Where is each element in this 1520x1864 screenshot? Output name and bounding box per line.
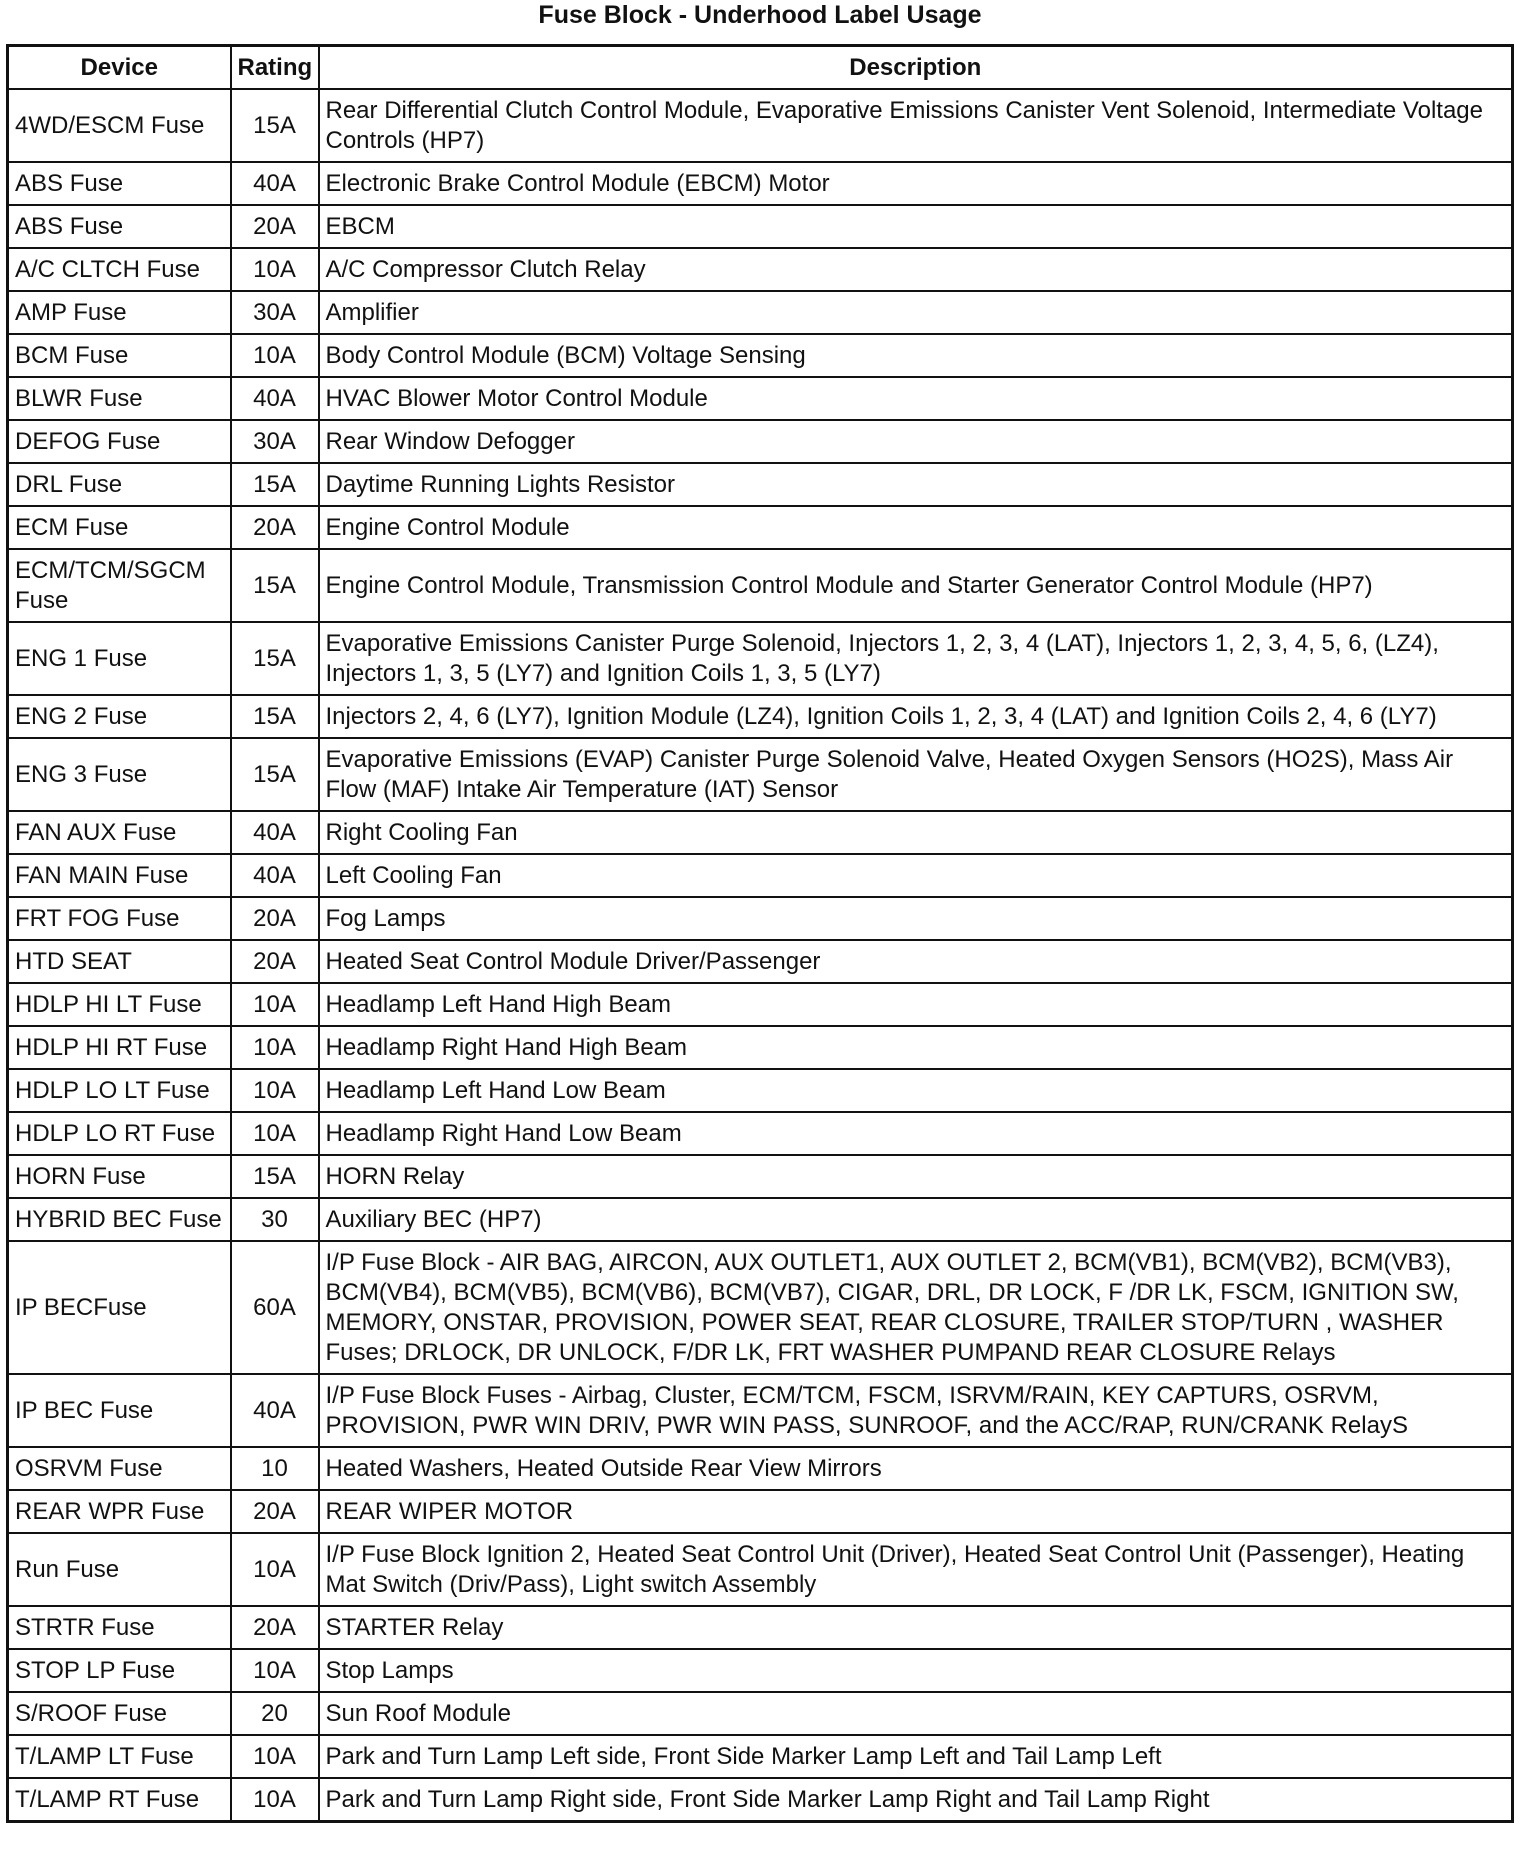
table-row [8,1069,1513,1112]
description-cell: Fog Lamps [319,897,1513,940]
device-cell: ECM Fuse [8,506,231,549]
rating-cell: 10A [231,1778,319,1822]
table-row [8,1241,1513,1374]
rating-cell: 15A [231,695,319,738]
description-cell: STARTER Relay [319,1606,1513,1649]
device-cell: ENG 2 Fuse [8,695,231,738]
rating-cell: 10A [231,1649,319,1692]
rating-cell: 15A [231,622,319,695]
rating-cell: 10A [231,1112,319,1155]
description-cell: Stop Lamps [319,1649,1513,1692]
description-cell: I/P Fuse Block Fuses - Airbag, Cluster, ECM/TCM, FSCM, ISRVM/RAIN, KEY CAPTURS, OSRVM, PROVISION, PWR WIN DRIV, PWR WIN PASS, SUNROOF, and the ACC/RAP, RUN/CRANK RelayS [319,1374,1513,1447]
table-row [8,1490,1513,1533]
device-cell: A/C CLTCH Fuse [8,248,231,291]
description-cell: Engine Control Module [319,506,1513,549]
description-cell: I/P Fuse Block - AIR BAG, AIRCON, AUX OUTLET1, AUX OUTLET 2, BCM(VB1), BCM(VB2), BCM(VB3), BCM(VB4), BCM(VB5), BCM(VB6), BCM(VB7), CIGAR, DRL, DR LOCK, F /DR LK, FSCM, IGNITION SW, MEMORY, ONSTAR, PROVISION, POWER SEAT, REAR CLOSURE, TRAILER STOP/TURN , WASHER Fuses; DRLOCK, DR UNLOCK, F/DR LK, FRT WASHER PUMPAND REAR CLOSURE Relays [319,1241,1513,1374]
device-cell: T/LAMP RT Fuse [8,1778,231,1822]
table-row [8,1606,1513,1649]
table-row [8,1112,1513,1155]
rating-cell: 40A [231,811,319,854]
table-row [8,334,1513,377]
table-row [8,420,1513,463]
table-row [8,811,1513,854]
description-cell: I/P Fuse Block Ignition 2, Heated Seat Control Unit (Driver), Heated Seat Control Unit (Passenger), Heating Mat Switch (Driv/Pass), Light switch Assembly [319,1533,1513,1606]
description-cell: HVAC Blower Motor Control Module [319,377,1513,420]
device-cell: STOP LP Fuse [8,1649,231,1692]
table-row [8,983,1513,1026]
device-cell: FRT FOG Fuse [8,897,231,940]
description-cell: Body Control Module (BCM) Voltage Sensing [319,334,1513,377]
rating-cell: 15A [231,463,319,506]
table-row [8,1735,1513,1778]
device-cell: REAR WPR Fuse [8,1490,231,1533]
rating-cell: 15A [231,1155,319,1198]
description-cell: Electronic Brake Control Module (EBCM) Motor [319,162,1513,205]
table-row [8,162,1513,205]
column-header-device: Device [8,46,231,90]
page-title: Fuse Block - Underhood Label Usage [538,1,982,29]
table-row [8,1155,1513,1198]
rating-cell: 30 [231,1198,319,1241]
device-cell: HDLP LO LT Fuse [8,1069,231,1112]
device-cell: HDLP HI LT Fuse [8,983,231,1026]
column-header-rating: Rating [231,46,319,90]
rating-cell: 40A [231,1374,319,1447]
table-row [8,549,1513,622]
device-cell: HDLP LO RT Fuse [8,1112,231,1155]
device-cell: HDLP HI RT Fuse [8,1026,231,1069]
fuse-table [6,44,1514,1823]
device-cell: HYBRID BEC Fuse [8,1198,231,1241]
rating-cell: 10A [231,248,319,291]
rating-cell: 20A [231,940,319,983]
table-row [8,940,1513,983]
table-header-row [8,46,1513,90]
rating-cell: 40A [231,377,319,420]
rating-cell: 30A [231,291,319,334]
description-cell: Heated Washers, Heated Outside Rear View Mirrors [319,1447,1513,1490]
description-cell: Heated Seat Control Module Driver/Passenger [319,940,1513,983]
description-cell: Right Cooling Fan [319,811,1513,854]
device-cell: S/ROOF Fuse [8,1692,231,1735]
device-cell: IP BECFuse [8,1241,231,1374]
description-cell: Engine Control Module, Transmission Control Module and Starter Generator Control Module (HP7) [319,549,1513,622]
description-cell: Headlamp Left Hand Low Beam [319,1069,1513,1112]
table-row [8,738,1513,811]
device-cell: AMP Fuse [8,291,231,334]
device-cell: ENG 1 Fuse [8,622,231,695]
description-cell: Park and Turn Lamp Right side, Front Side Marker Lamp Right and Tail Lamp Right [319,1778,1513,1822]
table-row [8,1026,1513,1069]
table-row [8,506,1513,549]
table-row [8,854,1513,897]
description-cell: Rear Window Defogger [319,420,1513,463]
table-row [8,1374,1513,1447]
device-cell: 4WD/ESCM Fuse [8,89,231,162]
device-cell: HTD SEAT [8,940,231,983]
device-cell: OSRVM Fuse [8,1447,231,1490]
table-row [8,1692,1513,1735]
rating-cell: 10A [231,1026,319,1069]
device-cell: FAN MAIN Fuse [8,854,231,897]
rating-cell: 20 [231,1692,319,1735]
description-cell: Evaporative Emissions (EVAP) Canister Purge Solenoid Valve, Heated Oxygen Sensors (HO2S), Mass Air Flow (MAF) Intake Air Temperature (IAT) Sensor [319,738,1513,811]
rating-cell: 20A [231,1606,319,1649]
table-row [8,89,1513,162]
description-cell: A/C Compressor Clutch Relay [319,248,1513,291]
device-cell: HORN Fuse [8,1155,231,1198]
rating-cell: 30A [231,420,319,463]
rating-cell: 10 [231,1447,319,1490]
rating-cell: 60A [231,1241,319,1374]
table-row [8,377,1513,420]
device-cell: T/LAMP LT Fuse [8,1735,231,1778]
table-body [8,89,1513,1822]
description-cell: Headlamp Right Hand High Beam [319,1026,1513,1069]
description-cell: Headlamp Right Hand Low Beam [319,1112,1513,1155]
description-cell: Daytime Running Lights Resistor [319,463,1513,506]
device-cell: FAN AUX Fuse [8,811,231,854]
rating-cell: 10A [231,334,319,377]
table-row [8,248,1513,291]
table-row [8,1447,1513,1490]
table-row [8,1198,1513,1241]
device-cell: BCM Fuse [8,334,231,377]
device-cell: STRTR Fuse [8,1606,231,1649]
description-cell: Amplifier [319,291,1513,334]
description-cell: REAR WIPER MOTOR [319,1490,1513,1533]
rating-cell: 10A [231,983,319,1026]
device-cell: DRL Fuse [8,463,231,506]
rating-cell: 40A [231,162,319,205]
description-cell: Rear Differential Clutch Control Module, Evaporative Emissions Canister Vent Solenoid, Intermediate Voltage Controls (HP7) [319,89,1513,162]
rating-cell: 15A [231,738,319,811]
column-header-description: Description [319,46,1513,90]
rating-cell: 10A [231,1069,319,1112]
table-row [8,1533,1513,1606]
device-cell: ABS Fuse [8,162,231,205]
description-cell: Sun Roof Module [319,1692,1513,1735]
device-cell: ABS Fuse [8,205,231,248]
table-row [8,1778,1513,1822]
device-cell: IP BEC Fuse [8,1374,231,1447]
table-row [8,1649,1513,1692]
device-cell: DEFOG Fuse [8,420,231,463]
rating-cell: 20A [231,1490,319,1533]
description-cell: Injectors 2, 4, 6 (LY7), Ignition Module (LZ4), Ignition Coils 1, 2, 3, 4 (LAT) and Ignition Coils 2, 4, 6 (LY7) [319,695,1513,738]
table-row [8,205,1513,248]
description-cell: Auxiliary BEC (HP7) [319,1198,1513,1241]
description-cell: Left Cooling Fan [319,854,1513,897]
rating-cell: 20A [231,205,319,248]
rating-cell: 15A [231,89,319,162]
table-row [8,897,1513,940]
table-row [8,695,1513,738]
description-cell: Headlamp Left Hand High Beam [319,983,1513,1026]
rating-cell: 10A [231,1735,319,1778]
device-cell: ENG 3 Fuse [8,738,231,811]
device-cell: Run Fuse [8,1533,231,1606]
description-cell: Park and Turn Lamp Left side, Front Side Marker Lamp Left and Tail Lamp Left [319,1735,1513,1778]
description-cell: HORN Relay [319,1155,1513,1198]
table-row [8,622,1513,695]
rating-cell: 15A [231,549,319,622]
table-row [8,463,1513,506]
device-cell: BLWR Fuse [8,377,231,420]
rating-cell: 20A [231,897,319,940]
description-cell: Evaporative Emissions Canister Purge Solenoid, Injectors 1, 2, 3, 4 (LAT), Injectors 1, 2, 3, 4, 5, 6, (LZ4), Injectors 1, 3, 5 (LY7) and Ignition Coils 1, 3, 5 (LY7) [319,622,1513,695]
description-cell: EBCM [319,205,1513,248]
rating-cell: 10A [231,1533,319,1606]
rating-cell: 40A [231,854,319,897]
table-row [8,291,1513,334]
device-cell: ECM/TCM/SGCM Fuse [8,549,231,622]
rating-cell: 20A [231,506,319,549]
